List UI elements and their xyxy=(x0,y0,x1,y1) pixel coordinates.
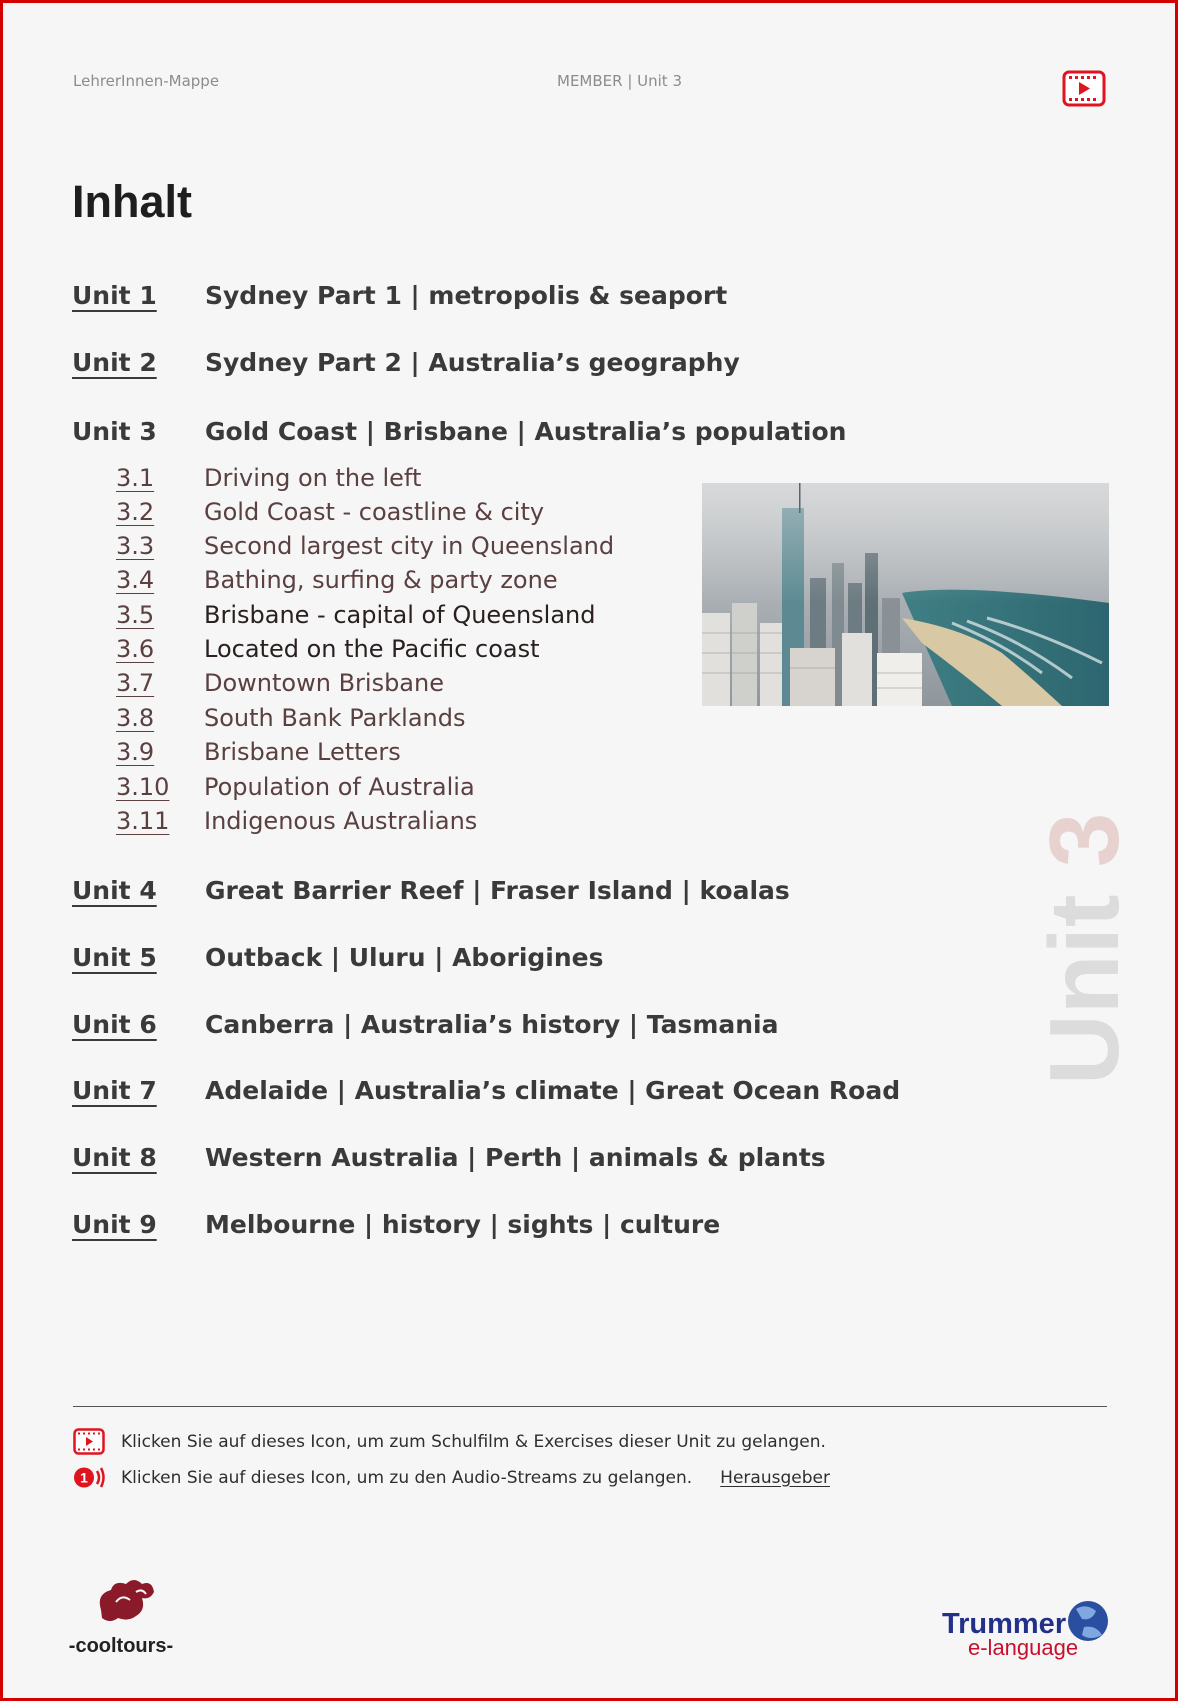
video-play-icon[interactable] xyxy=(73,1428,105,1455)
unit-link-1[interactable]: Unit 1 xyxy=(72,281,157,310)
unit-title-8: Western Australia | Perth | animals & plants xyxy=(205,1143,826,1172)
subsection-link[interactable]: 3.5 xyxy=(116,601,155,629)
subsection-row xyxy=(116,738,401,766)
subsection-link[interactable]: 3.2 xyxy=(116,498,155,526)
footer-video-note xyxy=(73,1428,826,1455)
footer-video-text: Klicken Sie auf dieses Icon, um zum Schulfilm & Exercises dieser Unit zu gelangen. xyxy=(121,1431,826,1452)
subsection-title: Brisbane Letters xyxy=(204,738,401,766)
subsection-link[interactable]: 3.3 xyxy=(116,532,155,560)
subsection-row xyxy=(116,704,465,732)
subsection-link[interactable]: 3.1 xyxy=(116,464,155,492)
unit-link-2[interactable]: Unit 2 xyxy=(72,348,157,377)
page-title: Inhalt xyxy=(72,176,192,227)
subsection-title: Population of Australia xyxy=(204,773,475,801)
unit-row-7 xyxy=(72,1076,900,1105)
unit-link-4[interactable]: Unit 4 xyxy=(72,876,157,905)
cooltours-logo-text: -cooltours- xyxy=(68,1635,174,1657)
footer-divider xyxy=(73,1406,1107,1407)
side-unit-label xyxy=(1029,812,1139,1085)
unit-row-1 xyxy=(72,281,727,310)
unit-row-5 xyxy=(72,943,604,972)
subsection-row xyxy=(116,807,477,835)
unit-link-6[interactable]: Unit 6 xyxy=(72,1010,157,1039)
subsection-row xyxy=(116,773,475,801)
unit-row-2 xyxy=(72,348,740,377)
unit-title-4: Great Barrier Reef | Fraser Island | koalas xyxy=(205,876,790,905)
subsection-title: Second largest city in Queensland xyxy=(204,532,615,560)
audio-icon-number: 1 xyxy=(80,1469,88,1486)
unit-title-6: Canberra | Australia’s history | Tasmania xyxy=(205,1010,779,1039)
header-center-label: MEMBER | Unit 3 xyxy=(557,72,682,90)
unit-row-9 xyxy=(72,1210,720,1239)
subsection-title: Gold Coast - coastline & city xyxy=(204,498,545,526)
unit-title-5: Outback | Uluru | Aborigines xyxy=(205,943,604,972)
subsection-link[interactable]: 3.11 xyxy=(116,807,170,835)
subsection-link[interactable]: 3.10 xyxy=(116,773,170,801)
subsection-link[interactable]: 3.9 xyxy=(116,738,155,766)
subsection-title: Located on the Pacific coast xyxy=(204,635,540,663)
subsection-title: Bathing, surfing & party zone xyxy=(204,566,558,594)
subsection-link[interactable]: 3.6 xyxy=(116,635,155,663)
unit-title-7: Adelaide | Australia’s climate | Great Ocean Road xyxy=(205,1076,901,1105)
subsection-link[interactable]: 3.4 xyxy=(116,566,155,594)
unit-link-8[interactable]: Unit 8 xyxy=(72,1143,157,1172)
unit-row-8 xyxy=(72,1143,826,1172)
trummer-logo-text: Trummer xyxy=(942,1608,1067,1640)
unit-title-9: Melbourne | history | sights | culture xyxy=(205,1210,721,1239)
header-left-label: LehrerInnen-Mappe xyxy=(73,72,220,90)
video-play-icon[interactable] xyxy=(1062,70,1106,107)
subsection-link[interactable]: 3.8 xyxy=(116,704,155,732)
unit-label-3: Unit 3 xyxy=(72,417,157,446)
subsection-row xyxy=(116,464,421,492)
footer-audio-note xyxy=(73,1464,830,1491)
subsection-title: Driving on the left xyxy=(204,464,422,492)
side-label-word: Unit xyxy=(1029,894,1139,1085)
unit-link-9[interactable]: Unit 9 xyxy=(72,1210,157,1239)
subsection-title: Downtown Brisbane xyxy=(204,669,444,697)
subsection-row xyxy=(116,669,444,697)
unit-row-6 xyxy=(72,1010,778,1039)
subsection-row xyxy=(116,635,540,663)
unit-title-2: Sydney Part 2 | Australia’s geography xyxy=(205,348,740,377)
unit-row-4 xyxy=(72,876,790,905)
trummer-logo xyxy=(936,1595,1116,1660)
subsection-row xyxy=(116,601,596,629)
audio-stream-icon[interactable] xyxy=(73,1464,105,1491)
trummer-logo-subtext: e-language xyxy=(968,1635,1079,1660)
subsection-title: South Bank Parklands xyxy=(204,704,466,732)
unit-row-3 xyxy=(72,417,846,446)
side-label-number: 3 xyxy=(1029,812,1139,868)
cooltours-logo xyxy=(56,1572,186,1662)
subsection-row xyxy=(116,532,614,560)
footer-audio-text: Klicken Sie auf dieses Icon, um zu den Audio-Streams zu gelangen. xyxy=(121,1467,693,1488)
unit-title-1: Sydney Part 1 | metropolis & seaport xyxy=(205,281,728,310)
subsection-row xyxy=(116,566,558,594)
subsection-row xyxy=(116,498,544,526)
subsection-link[interactable]: 3.7 xyxy=(116,669,155,697)
unit-link-7[interactable]: Unit 7 xyxy=(72,1076,157,1105)
subsection-title: Indigenous Australians xyxy=(204,807,478,835)
unit-link-5[interactable]: Unit 5 xyxy=(72,943,157,972)
publisher-link[interactable]: Herausgeber xyxy=(720,1467,830,1488)
gold-coast-skyline-photo xyxy=(702,483,1109,706)
unit-title-3: Gold Coast | Brisbane | Australia’s population xyxy=(205,417,847,446)
subsection-title: Brisbane - capital of Queensland xyxy=(204,601,596,629)
